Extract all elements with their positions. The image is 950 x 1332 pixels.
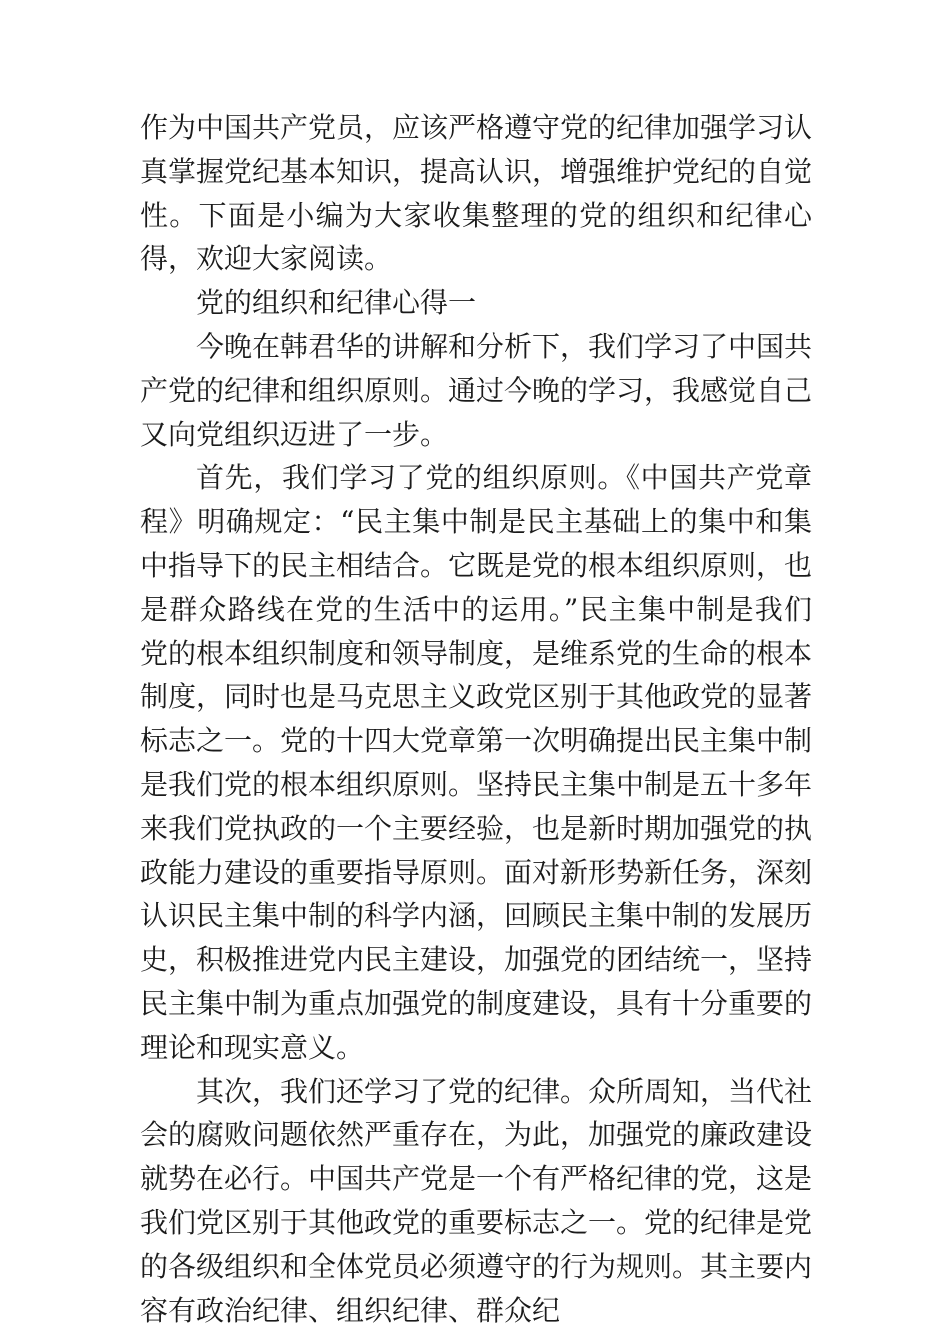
intro-paragraph: 作为中国共产党员，应该严格遵守党的纪律加强学习认真掌握党纪基本知识，提高认识，增强维护党纪的自觉性。下面是小编为大家收集整理的党的组织和纪律心得，欢迎大家阅读。	[140, 111, 813, 276]
section-heading: 党的组织和纪律心得一	[196, 286, 477, 320]
body-paragraph: 其次，我们还学习了党的纪律。众所周知，当代社会的腐败问题依然严重存在，为此，加强党的廉政建设就势在必行。中国共产党是一个有严格纪律的党，这是我们党区别于其他政党的重要标志之一。党的纪律是党的各级组织和全体党员必须遵守的行为规则。其主要内容有政治纪律、组织纪律、群众纪	[140, 1074, 813, 1327]
body-paragraph: 今晚在韩君华的讲解和分析下，我们学习了中国共产党的纪律和组织原则。通过今晚的学习，我感觉自己又向党组织迈进了一步。	[140, 329, 813, 451]
body-paragraph: 首先，我们学习了党的组织原则。《中国共产党章程》明确规定：“民主集中制是民主基础上的集中和集中指导下的民主相结合。它既是党的根本组织原则，也是群众路线在党的生活中的运用。”民主集中制是我们党的根本组织制度和领导制度，是维系党的生命的根本制度，同时也是马克思主义政党区别于其他政党的显著标志之一。党的十四大党章第一次明确提出民主集中制是我们党的根本组织原则。坚持民主集中制是五十多年来我们党执政的一个主要经验，也是新时期加强党的执政能力建设的重要指导原则。面对新形势新任务，深刻认识民主集中制的科学内涵，回顾民主集中制的发展历史，积极推进党内民主建设，加强党的团结统一，坚持民主集中制为重点加强党的制度建设，具有十分重要的理论和现实意义。	[140, 461, 813, 1064]
document-body	[140, 106, 812, 1332]
